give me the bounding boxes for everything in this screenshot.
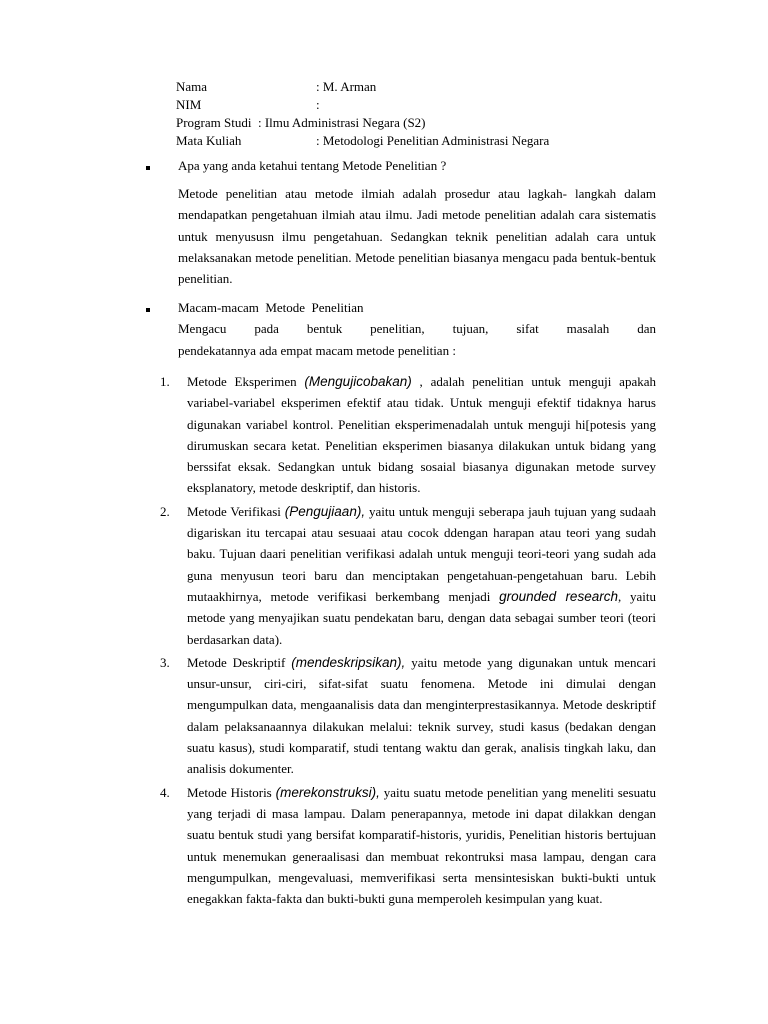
nama-value: : M. Arman — [316, 79, 377, 94]
method-italic-term: (merekonstruksi), — [275, 784, 380, 800]
bullet-square-icon — [146, 308, 150, 312]
nim-value: : — [316, 97, 320, 112]
method-description: yaitu metode yang digunakan untuk mencari unsur-unsur, ciri-ciri, sifat-sifat suatu fenomena. Metode ini dimulai dengan mengumpulkan data, mengaanalisis data dan menginterprestasikannya. Metode deskriptif dalam pelaksanaannya dilakukan melalui: teknik survey, studi kasus (bedakan dengan suatu kasus), studi komparatif, studi tentang waktu dan gerak, analisis tingkah laku, dan analisis dokumenter. — [187, 654, 656, 777]
nim-label: NIM — [176, 97, 202, 112]
matkul-label: Mata Kuliah — [176, 133, 242, 148]
method-italic-term: (Mengujicobakan) — [304, 374, 412, 389]
list-item — [160, 782, 656, 910]
method-description: yaitu untuk menguji seberapa jauh tujuan yang sudaah digariskan itu tercapai atau sesuaai atau cocok ddengan harapan atau teori yang sudah baku. Tujuan daari penelitian verifikasi adalah untuk menguji teori-teori yang sudah ada guna menyusun teori baru dan menciptakan pengetahuan-pengetahuan baru. Lebih mutaakhirnya, metode verifikasi berkembang menjadi — [187, 503, 656, 604]
method-name: Metode Eksperimen — [187, 374, 297, 389]
list-item — [160, 501, 656, 650]
matkul-value: : Metodologi Penelitian Administrasi Negara — [316, 133, 550, 148]
intro-line-1: Mengacu pada bentuk penelitian, tujuan, sifat masalah dan — [178, 321, 656, 336]
method-name: Metode Deskriptif — [187, 654, 286, 670]
list-item — [160, 652, 656, 780]
method-italic-term: (Pengujiaan), — [284, 503, 366, 519]
question-2-title: Macam-macam Metode Penelitian — [178, 300, 364, 315]
bullet-square-icon — [146, 166, 150, 170]
method-description: yaitu suatu metode penelitian yang meneliti sesuatu yang terjadi di masa lampau. Dalam penerapannya, metode ini dapat dilakkan dengan suatu bentuk studi yang bersifat komparatif-historis, yuridis, Penelitian historis bertujuan untuk menemukan generaalisasi dan membuat rekontruksi masa lampau, dengan cara mengumpulkan, mengevaluasi, memverifikasi serta mensintesiskan bukti-bukti untuk enegakkan fakta-fakta dan bukti-bukti guna memperoleh kesimpulan yang kuat. — [187, 784, 656, 907]
program-line: Program Studi : Ilmu Administrasi Negara (S2) — [176, 115, 426, 130]
question-1: Apa yang anda ketahui tentang Metode Penelitian ? — [178, 158, 447, 173]
methods-list — [160, 371, 656, 911]
answer-1-paragraph: Metode penelitian atau metode ilmiah adalah prosedur atau lagkah- langkah dalam mendapatkan pengetahuan ilmiah atau ilmu. Jadi metode penelitian adalah cara sistematis untuk menyususn ilmu pengetahuan. Sedangkan teknik penelitian adalah cara untuk melaksanakan metode penelitian. Metode penelitian biasanya mengacu pada bentuk-bentuk penelitian. — [178, 186, 656, 287]
item-number: 1. — [160, 374, 170, 389]
method-italic-term: (mendeskripsikan), — [291, 654, 406, 670]
item-number: 2. — [160, 503, 170, 519]
method-description-end: , yaitu metode yang menyajikan suatu pendekatan baru, dengan data sebagai sumber teori (teori berdasarkan data). — [187, 588, 656, 647]
item-number: 4. — [160, 784, 170, 800]
intro-line-2: pendekatannya ada empat macam metode penelitian : — [178, 343, 456, 358]
item-number: 3. — [160, 654, 170, 670]
nama-label: Nama — [176, 79, 208, 94]
method-description: , adalah penelitian untuk menguji apakah variabel-variabel eksperimen efektif atau tidak. Untuk menguji efektif tidaknya harus digunakan variabel kontrol. Penelitian eksperimenadalah untuk menguji hi[potesis yang dirumuskan secara ketat. Penelitian eksperimen biasanya dilakukan untuk bidang yang berssifat eksak. Sedangkan untuk bidang sosaial biasanya digunakan metode survey eksplanatory, metode deskriptif, dan historis. — [187, 374, 656, 496]
list-item — [160, 371, 656, 499]
grounded-research-term: grounded research — [499, 588, 618, 604]
method-name: Metode Verifikasi — [187, 503, 281, 519]
method-name: Metode Historis — [187, 784, 272, 800]
